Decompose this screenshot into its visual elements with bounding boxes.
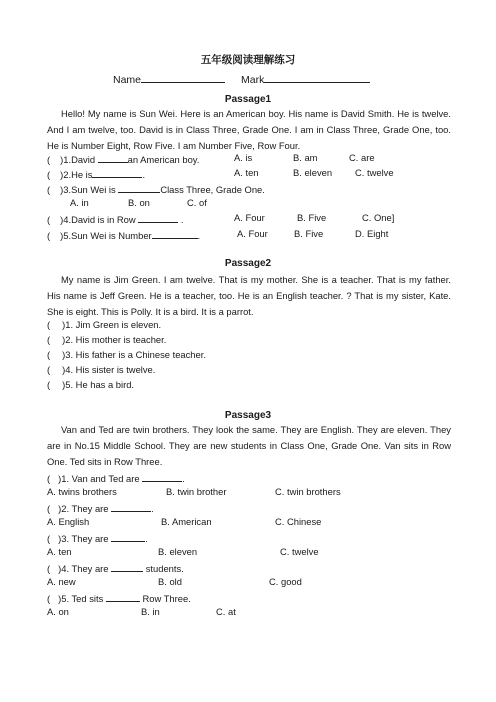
answer-blank[interactable] <box>111 531 145 542</box>
p3-q4-option-a: A. new <box>47 576 76 587</box>
p2-statement-1: ( )1. Jim Green is eleven. <box>47 319 162 330</box>
name-field[interactable] <box>141 71 225 83</box>
p3-question-5: ( )5. Ted sits Row Three. <box>47 593 191 604</box>
passage1-text: Hello! My name is Sun Wei. Here is an American boy. His name is David Smith. He is twelve. And I am twelve, too. David is in Class Three, Grade One. I am in Class Three, Grade One, too. He is Number Eight, Row Five. I am Number Five, Row Four. <box>47 108 451 151</box>
mark-label: Mark <box>241 74 265 86</box>
p3-q3-option-b: B. eleven <box>158 546 198 557</box>
p1-q5-option-a: A. Four <box>237 228 268 239</box>
p1-q3-option-c: C. of <box>187 197 207 208</box>
passage2-text: My name is Jim Green. I am twelve. That is my mother. She is a teacher. That is my father. His name is Jeff Green. He is a teacher, too. He is an English teacher. ? That is my sister, Kate. She is eight. This is Polly. It is a bird. It is a parrot. <box>47 274 451 317</box>
p3-q2-option-c: C. Chinese <box>275 516 322 527</box>
mark-field[interactable] <box>264 71 370 83</box>
p1-question-5: ( )5.Sun Wei is Number . <box>47 230 201 241</box>
p3-q1-option-b: B. twin brother <box>166 486 227 497</box>
answer-blank[interactable] <box>98 152 128 163</box>
passage3-title: Passage3 <box>224 410 272 421</box>
answer-blank[interactable] <box>138 212 178 223</box>
passage3-text: Van and Ted are twin brothers. They look the same. They are English. They are eleven. They are in No.15 Middle School. They are new students in Class One, Grade One. Van sits in Row One. Ted sits in Row Three. <box>47 424 451 467</box>
answer-blank[interactable] <box>106 591 140 602</box>
p3-q2-option-a: A. English <box>47 516 90 527</box>
p3-q3-option-a: A. ten <box>47 546 72 557</box>
name-mark-row <box>113 71 370 86</box>
p1-q1-option-c: C. are <box>349 152 375 163</box>
p3-question-3: ( )3. They are . <box>47 533 148 544</box>
answer-blank[interactable] <box>142 471 182 482</box>
p3-q4-option-c: C. good <box>269 576 302 587</box>
p1-question-2: ( )2.He is . <box>47 169 146 180</box>
p1-q4-option-a: A. Four <box>234 212 265 223</box>
p1-question-4: ( )4.David is in Row . <box>47 214 184 225</box>
p3-q1-option-a: A. twins brothers <box>47 486 117 497</box>
p1-q1-option-b: B. am <box>293 152 318 163</box>
p1-q2-option-a: A. ten <box>234 167 259 178</box>
p3-q2-option-b: B. American <box>161 516 212 527</box>
p1-q5-option-c: D. Eight <box>355 228 389 239</box>
p1-q4-option-b: B. Five <box>297 212 327 223</box>
p1-q4-option-c: C. One] <box>362 212 395 223</box>
p3-q5-option-a: A. on <box>47 606 69 617</box>
p2-statement-4: ( )4. His sister is twelve. <box>47 364 156 375</box>
name-label: Name <box>113 74 142 86</box>
p3-question-2: ( )2. They are . <box>47 503 154 514</box>
p1-q5-option-b: B. Five <box>294 228 324 239</box>
p2-statement-2: ( )2. His mother is teacher. <box>47 334 167 345</box>
passage1-title: Passage1 <box>224 94 272 105</box>
p1-question-3: ( )3.Sun Wei is Class Three, Grade One. <box>47 184 265 195</box>
p1-q2-option-c: C. twelve <box>355 167 394 178</box>
p1-q3-option-b: B. on <box>128 197 150 208</box>
answer-blank[interactable] <box>152 228 198 239</box>
p3-q5-option-c: C. at <box>216 606 236 617</box>
p3-q4-option-b: B. old <box>158 576 182 587</box>
p3-q3-option-c: C. twelve <box>280 546 319 557</box>
p3-q1-option-c: C. twin brothers <box>275 486 341 497</box>
p3-question-1: ( )1. Van and Ted are . <box>47 473 185 484</box>
p2-statement-5: ( )5. He has a bird. <box>47 379 135 390</box>
p1-q1-option-a: A. is <box>234 152 253 163</box>
answer-blank[interactable] <box>111 501 151 512</box>
passage2-title: Passage2 <box>224 258 272 269</box>
p1-question-1: ( )1.David an American boy. <box>47 154 200 165</box>
p3-q5-option-b: B. in <box>141 606 160 617</box>
page-title: 五年级阅读理解练习 <box>200 54 296 66</box>
p1-q3-option-a: A. in <box>70 197 89 208</box>
answer-blank[interactable] <box>92 167 142 178</box>
p2-statement-3: ( )3. His father is a Chinese teacher. <box>47 349 206 360</box>
p1-q2-option-b: B. eleven <box>293 167 333 178</box>
answer-blank[interactable] <box>111 561 143 572</box>
answer-blank[interactable] <box>118 182 160 193</box>
p3-question-4: ( )4. They are students. <box>47 563 184 574</box>
